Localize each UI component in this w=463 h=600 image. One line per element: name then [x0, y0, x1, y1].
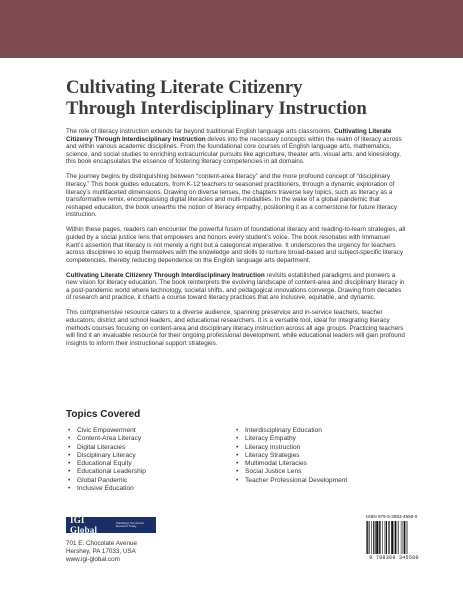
description-paragraph-5: This comprehensive resource caters to a diverse audience, spanning preservice and in-service teachers, teacher educators, district and school leaders, and educational researchers. It is a versatile tool, ideal for integrating literacy methods courses focusing on content-area and disciplinary literacy instruction across all age groups. Practicing teachers will find it an invaluable resource for their ongoing professional development, while educational leaders will gain profound insights to inform their instructional support strategies.	[66, 309, 405, 347]
topics-list-left	[68, 427, 146, 493]
p1-text-b: delves into the necessary concepts within the realm of literacy across and within various academic disciplines. From the foundational core courses of English language arts, mathematics, science, and social studies to enriching extracurricular pursuits like agriculture, theater arts, visual arts, and kinesiology, this book encapsulates the essence of fostering literacy competencies in all domains.	[66, 135, 402, 166]
description-paragraph-3: Within these pages, readers can encounter the powerful fusion of foundational literacy and reading-to-learn strategies, all guided by a social justice lens that empowers and honors every student’s voice. The book resonates with Immanuel Kant’s assertion that literacy is not merely a right but a categorical imperative. It underscores the urgency for teachers across disciplines to equip themselves with the knowledge and skills to nurture broad-based and subject-specific literacy competencies, thereby reducing dependence on the English language arts department.	[66, 226, 406, 264]
title-line-1: Cultivating Literate Citizenry	[66, 78, 303, 98]
topic-item: • Literacy Strategies	[236, 452, 347, 460]
publisher-logo	[66, 517, 156, 533]
p1-text-a: The role of literacy instruction extends far beyond traditional English language arts classrooms.	[66, 128, 334, 135]
barcode-digits: 9 798369 345580	[369, 555, 419, 561]
p4-text-b: revisits established paradigms and pioneers a new vision for literacy education. The book reinterprets the evolving landscape of content-area and disciplinary literacy in a post-pandemic world where technology, societal shifts, and pedagogical innovations converge. Drawing from decades of research and practice, it charts a course toward literacy practices that are inclusive, equitable, and dynamic.	[66, 271, 405, 302]
publisher-website: www.igi-global.com	[66, 556, 120, 564]
topic-item: • Social Justice Lens	[236, 468, 347, 476]
barcode-icon	[364, 521, 424, 554]
topic-item: • Teacher Professional Development	[236, 477, 347, 485]
logo-wordmark: IGI Global	[70, 515, 98, 535]
topic-item: • Educational Leadership	[68, 468, 146, 476]
topic-item: • Literacy Instruction	[236, 444, 347, 452]
logo-tagline: Publishing Tomorrow’s Research Today	[116, 521, 144, 528]
topics-heading: Topics Covered	[66, 409, 141, 420]
topic-item: • Disciplinary Literacy	[68, 452, 146, 460]
address-line-1: 701 E. Chocolate Avenue	[66, 540, 137, 547]
topic-item: • Literacy Empathy	[236, 435, 347, 443]
topic-item: • Content-Area Literacy	[68, 435, 146, 443]
title-line-2: Through Interdisciplinary Instruction	[66, 99, 367, 119]
barcode-block	[364, 514, 424, 566]
isbn-label: ISBN 979-8-3693-4558-0	[366, 514, 418, 519]
book-title	[66, 78, 426, 120]
topic-item: • Multimodal Literacies	[236, 460, 347, 468]
p1-bold-title: Cultivating Literate Citizenry Through Interdisciplinary Instruction	[66, 128, 392, 143]
topic-item: • Interdisciplinary Education	[236, 427, 347, 435]
p4-bold-title: Cultivating Literate Citizenry Through Interdisciplinary Instruction	[66, 271, 265, 279]
topic-item: • Inclusive Education	[68, 485, 146, 493]
topic-item: • Educational Equity	[68, 460, 146, 468]
topics-list-right	[236, 427, 347, 485]
topic-item: • Global Pandemic	[68, 477, 146, 485]
description-paragraph-1	[66, 128, 406, 166]
description-paragraph-2: The journey begins by distinguishing between “content-area literacy” and the more profound concept of “disciplinary literacy.” This book guides educators, from K-12 teachers to seasoned practitioners, through a dynamic exploration of literacy’s multifaceted dimensions. Drawing on diverse lenses, the chapters traverse key topics, such as literacy as a transformative remix, encompassing digital literacies and multi-modalities. In the wake of a global pandemic that reshaped education, the book unearths the notion of literacy empathy, positioning it as a cornerstone for future literacy instruction.	[66, 173, 398, 219]
cover-top-band	[0, 0, 463, 58]
description-paragraph-4	[66, 272, 406, 302]
topic-item: • Digital Literacies	[68, 444, 146, 452]
publisher-address	[66, 540, 137, 565]
book-description	[66, 128, 406, 355]
address-line-2: Hershey, PA 17033, USA	[66, 548, 136, 556]
topic-item: • Civic Empowerment	[68, 427, 146, 435]
